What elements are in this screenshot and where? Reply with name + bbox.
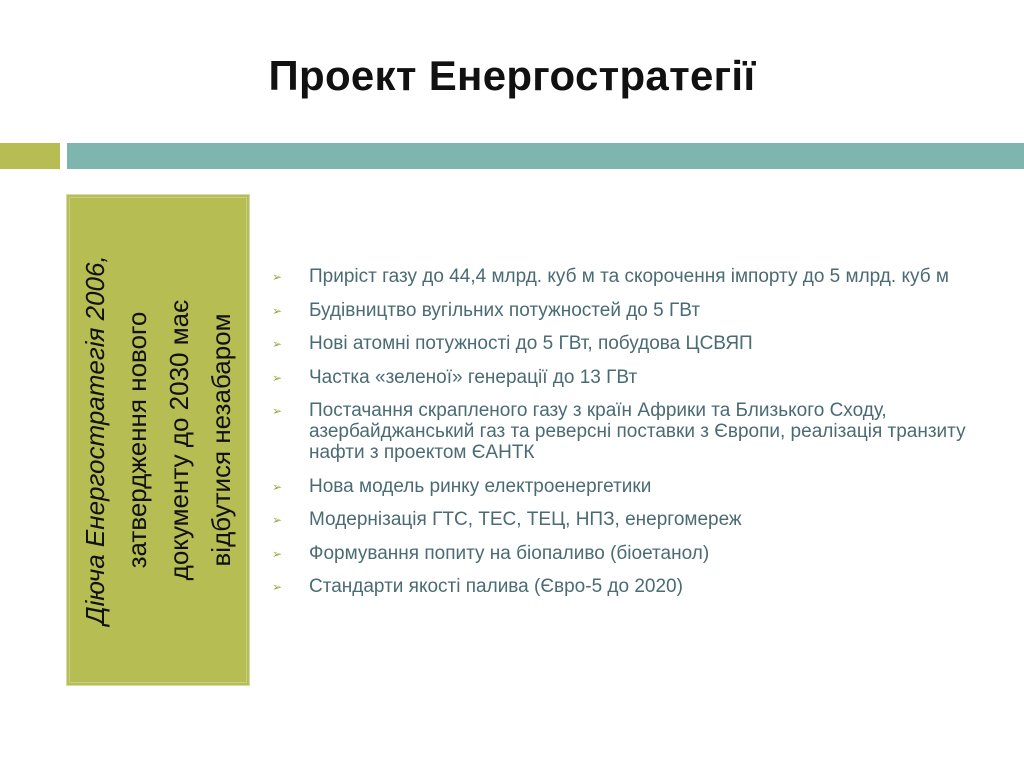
bullet-arrow-icon: ➢ bbox=[272, 546, 283, 561]
bullet-list bbox=[272, 266, 972, 610]
bullet-text: Частка «зеленої» генерації до 13 ГВт bbox=[309, 366, 638, 388]
bullet-text: Будівництво вугільних потужностей до 5 ГВт bbox=[309, 299, 701, 321]
bullet-arrow-icon: ➢ bbox=[272, 303, 283, 318]
bullet-text: Модернізація ГТС, ТЕС, ТЕЦ, НПЗ, енергомереж bbox=[309, 509, 742, 530]
side-note-line-3: документу до 2030 має bbox=[164, 299, 194, 581]
side-note-text bbox=[74, 205, 242, 675]
bullet-arrow-icon: ➢ bbox=[272, 370, 283, 385]
side-note-line-4: відбутися незабаром bbox=[206, 313, 236, 567]
slide-title: Проект Енергостратегії bbox=[268, 52, 756, 99]
bullet-item bbox=[272, 300, 972, 321]
bullet-arrow-icon: ➢ bbox=[272, 404, 283, 418]
side-note-box bbox=[66, 194, 250, 686]
bullet-text: Нова модель ринку електроенергетики bbox=[309, 475, 652, 497]
bullet-text: Формування попиту на біопаливо (біоетанол) bbox=[309, 542, 710, 564]
accent-bar-right bbox=[67, 143, 1024, 169]
bullet-text: Нові атомні потужності до 5 ГВт, побудова ЦСВЯП bbox=[309, 333, 753, 354]
bullet-text: Приріст газу до 44,4 млрд. куб м та скорочення імпорту до 5 млрд. куб м bbox=[309, 266, 949, 287]
bullet-arrow-icon: ➢ bbox=[272, 479, 283, 494]
bullet-text: Стандарти якості палива (Євро-5 до 2020) bbox=[309, 576, 683, 597]
bullet-item bbox=[272, 367, 972, 388]
bullet-item bbox=[272, 476, 972, 497]
bullet-text: Постачання скрапленого газу з країн Африки та Близького Сходу, азербайджанський газ та реверсні поставки з Європи, реалізація транзиту нафти з проектом ЄАНТК bbox=[309, 400, 966, 463]
bullet-arrow-icon: ➢ bbox=[272, 337, 283, 351]
bullet-item bbox=[272, 266, 972, 287]
bullet-item bbox=[272, 576, 972, 597]
bullet-arrow-icon: ➢ bbox=[272, 270, 283, 284]
bullet-item bbox=[272, 333, 972, 354]
side-note-line-1: Діюча Енергостратегія 2006, bbox=[80, 255, 110, 625]
bullet-arrow-icon: ➢ bbox=[272, 580, 283, 594]
bullet-item bbox=[272, 509, 972, 530]
bullet-item bbox=[272, 400, 972, 463]
bullet-item bbox=[272, 543, 972, 564]
side-note-line-2: затвердження нового bbox=[122, 311, 152, 569]
bullet-arrow-icon: ➢ bbox=[272, 513, 283, 527]
accent-bar-left bbox=[0, 143, 60, 169]
